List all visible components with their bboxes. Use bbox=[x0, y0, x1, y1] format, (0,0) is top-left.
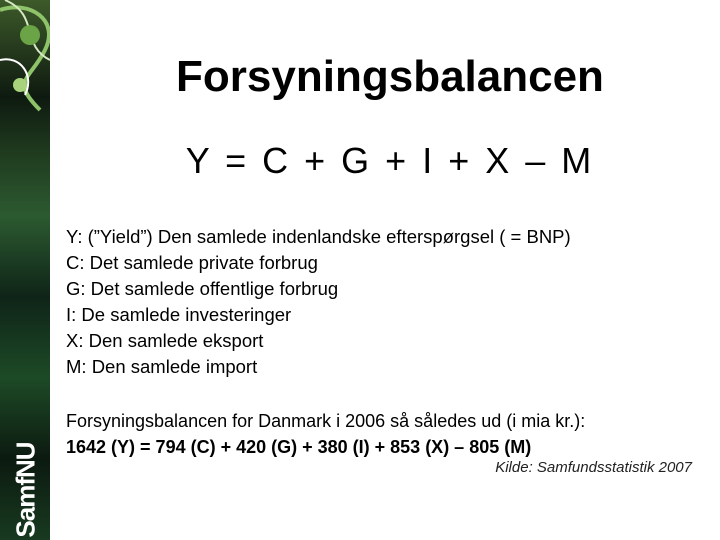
summary-intro: Forsyningsbalancen for Danmark i 2006 så således ud (i mia kr.): bbox=[66, 411, 586, 431]
samfnu-logo bbox=[6, 440, 46, 540]
definition-c: C: Det samlede private forbrug bbox=[66, 252, 318, 273]
decorative-swirl-graphic bbox=[0, 0, 50, 130]
summary-numbers: 1642 (Y) = 794 (C) + 420 (G) + 380 (I) + 853 (X) – 805 (M) bbox=[66, 437, 532, 457]
definition-y: Y: (”Yield”) Den samlede indenlandske efterspørgsel ( = BNP) bbox=[66, 226, 571, 247]
definition-x: X: Den samlede eksport bbox=[66, 330, 264, 351]
source-citation: Kilde: Samfundsstatistik 2007 bbox=[495, 459, 692, 476]
definitions-list bbox=[66, 224, 571, 380]
logo-text: SamfNU bbox=[10, 442, 41, 538]
definition-i: I: De samlede investeringer bbox=[66, 304, 292, 325]
definition-m: M: Den samlede import bbox=[66, 356, 258, 377]
definition-g: G: Det samlede offentlige forbrug bbox=[66, 278, 339, 299]
supply-balance-equation: Y = C + G + I + X – M bbox=[185, 140, 595, 181]
denmark-2006-summary bbox=[66, 408, 585, 460]
slide-title: Forsyningsbalancen bbox=[176, 52, 604, 101]
decorative-side-strip bbox=[0, 0, 50, 540]
